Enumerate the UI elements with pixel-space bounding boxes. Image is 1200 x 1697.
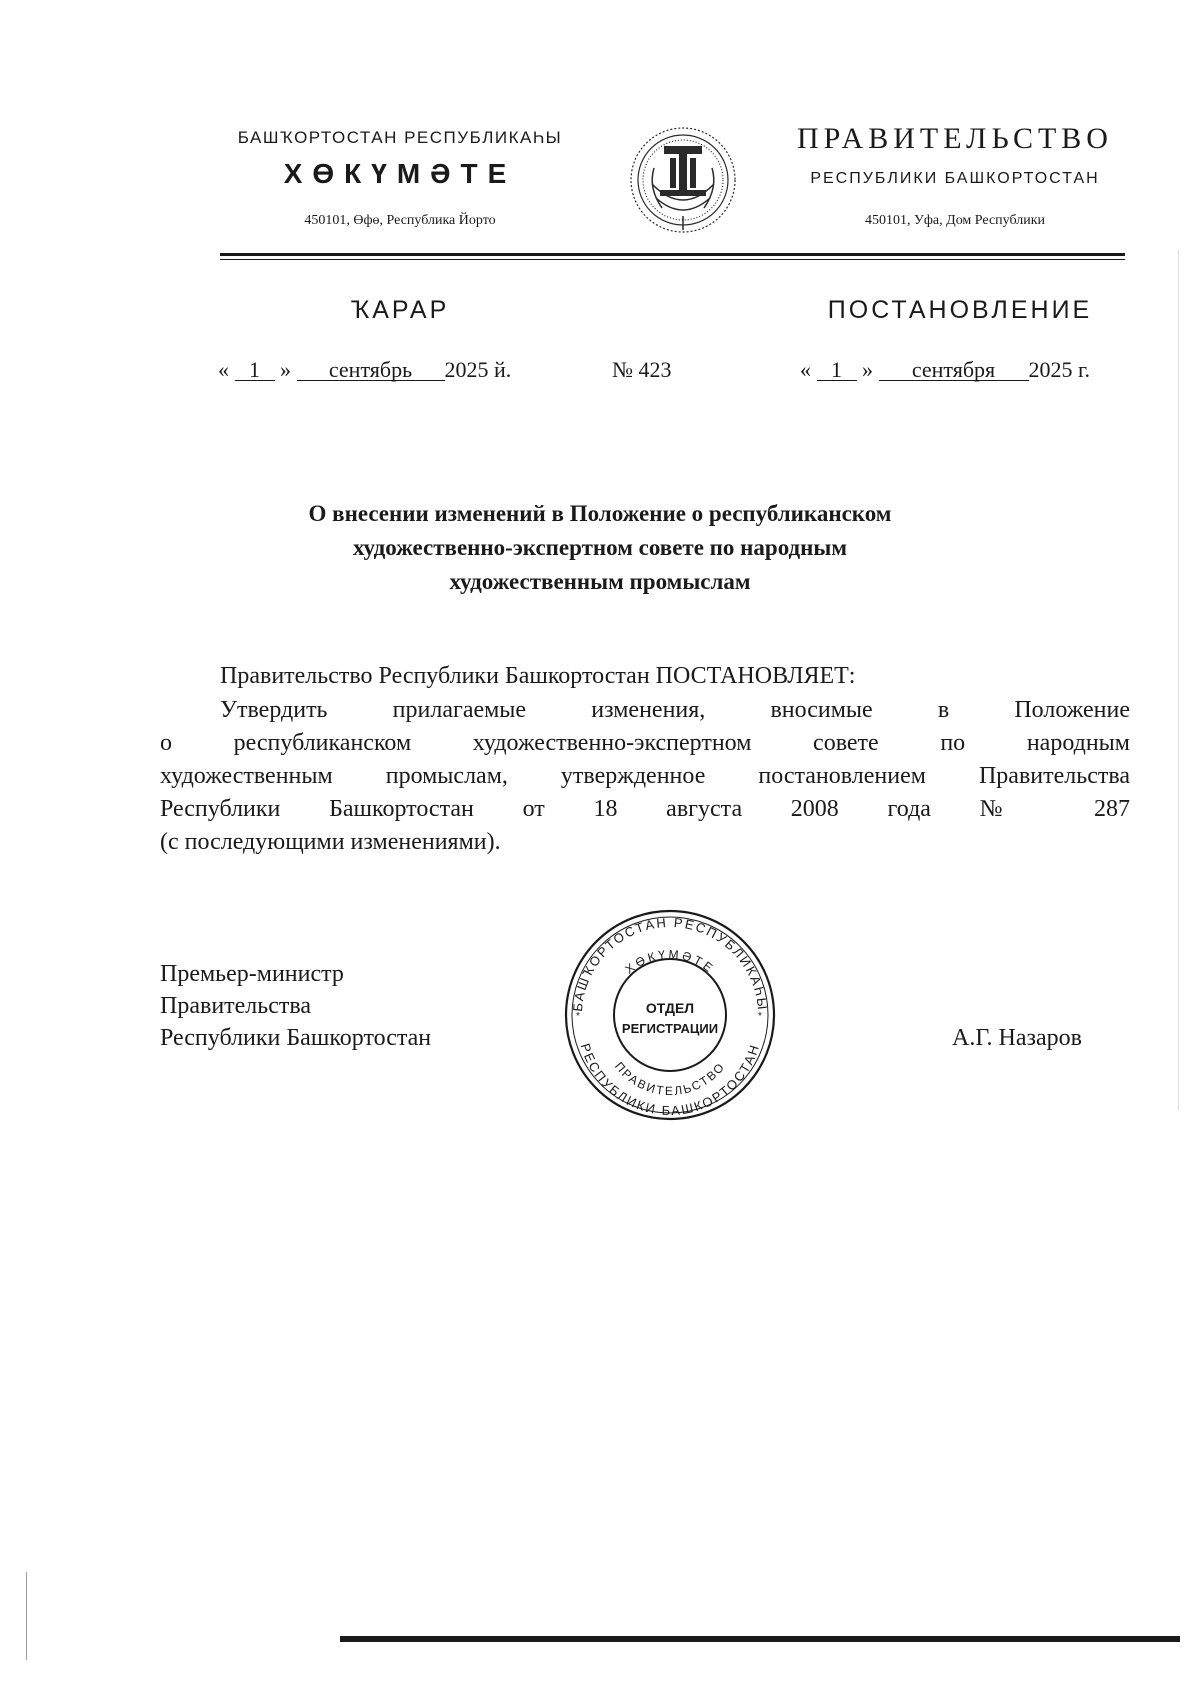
header-right-republic: РЕСПУБЛИКИ БАШКОРТОСТАН	[810, 170, 1100, 187]
body-line-1: Утвердить прилагаемые изменения, вносимые в Положение	[220, 697, 1130, 723]
header-left-gov: ХӨКҮМӘТЕ	[283, 158, 517, 189]
signatory-name: А.Г. Назаров	[952, 1025, 1082, 1051]
document-number	[612, 357, 672, 383]
date-left-day: 1	[235, 360, 275, 381]
registration-stamp	[560, 905, 780, 1125]
body-line-5: (с последующими изменениями).	[160, 829, 501, 855]
stamp-outer-top: БАШҠОРТОСТАН РЕСПУБЛИКАҺЫ	[569, 914, 771, 1013]
date-right-open-quote: «	[800, 357, 811, 382]
stamp-inner-top: ХӨКҮМӘТЕ	[622, 947, 718, 977]
date-left-year: 2025 й.	[444, 357, 512, 382]
doc-type-right: ПОСТАНОВЛЕНИЕ	[827, 296, 1093, 324]
date-right	[800, 357, 1090, 383]
header-rule-thick	[220, 253, 1125, 256]
stamp-star-left: *	[576, 1011, 580, 1022]
right-scan-line	[1178, 250, 1179, 1110]
title-line-2: художественно-экспертном совете по народным	[352, 535, 848, 560]
header-rule-thin	[220, 259, 1125, 260]
signature-title-3: Республики Башкортостан	[160, 1025, 432, 1051]
doc-type-left: ҠАРАР	[350, 296, 450, 324]
document-title	[170, 497, 1030, 599]
body-line-4: Республики Башкортостан от 18 августа 2008 года № 287	[160, 796, 1130, 822]
number-value: 423	[638, 357, 672, 382]
date-right-year: 2025 г.	[1028, 357, 1091, 382]
header-right-address: 450101, Уфа, Дом Республики	[864, 213, 1046, 228]
stamp-center-line-2: РЕГИСТРАЦИИ	[621, 1021, 719, 1036]
date-left	[218, 357, 511, 383]
header-left-address: 450101, Өфө, Республика Йорто	[304, 213, 496, 228]
date-right-day: 1	[817, 360, 857, 381]
signature-title-2: Правительства	[160, 993, 312, 1019]
svg-text:БАШҠОРТОСТАН РЕСПУБЛИКАҺЫ	[570, 915, 770, 1012]
date-left-open-quote: «	[218, 357, 229, 382]
body-intro: Правительство Республики Башкортостан ПОСТАНОВЛЯЕТ:	[220, 663, 856, 689]
stamp-star-right: *	[758, 1011, 762, 1022]
svg-text:ХӨКҮМӘТЕ	[622, 947, 717, 976]
number-sign: №	[612, 357, 633, 382]
header-right-gov: ПРАВИТЕЛЬСТВО	[797, 122, 1113, 155]
stamp-center-line-1: ОТДЕЛ	[645, 1000, 695, 1016]
date-right-close-quote: »	[862, 357, 873, 382]
bottom-margin-bar	[340, 1636, 1180, 1642]
svg-text:РЕСПУБЛИКИ БАШКОРТОСТАН	[578, 1042, 763, 1119]
bashkortostan-coat-of-arms-icon	[624, 118, 742, 248]
date-left-month: сентябрь	[297, 360, 445, 381]
stamp-inner-bottom: ПРАВИТЕЛЬСТВО	[611, 1059, 729, 1099]
title-line-1: О внесении изменений в Положение о республиканском	[308, 501, 892, 526]
body-line-2: о республиканском художественно-экспертном совете по народным	[160, 730, 1130, 756]
date-left-close-quote: »	[280, 357, 291, 382]
title-line-3: художественным промыслам	[449, 569, 751, 594]
stamp-outer-bottom: РЕСПУБЛИКИ БАШКОРТОСТАН	[577, 1041, 763, 1119]
left-scan-line	[26, 1572, 27, 1660]
header-left-org: БАШҠОРТОСТАН РЕСПУБЛИКАҺЫ	[237, 128, 563, 147]
date-right-month: сентября	[879, 360, 1029, 381]
signature-title-1: Премьер-министр	[160, 961, 344, 987]
body-line-3: художественным промыслам, утвержденное постановлением Правительства	[160, 763, 1130, 789]
